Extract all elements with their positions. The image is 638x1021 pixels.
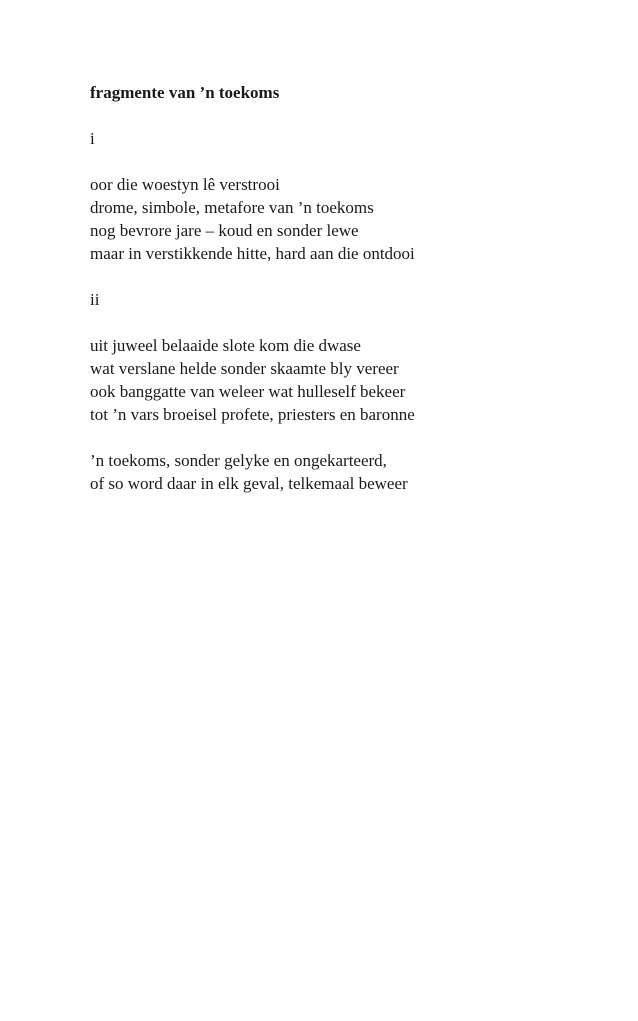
section-ii	[90, 288, 610, 495]
spacer	[90, 426, 610, 449]
poem-line: drome, simbole, metafore van ’n toekoms	[90, 198, 374, 217]
stanza	[90, 173, 610, 265]
spacer	[90, 311, 610, 334]
spacer	[90, 104, 610, 127]
spacer	[90, 150, 610, 173]
poem-line: maar in verstikkende hitte, hard aan die ontdooi	[90, 244, 415, 263]
section-numeral: ii	[90, 290, 100, 309]
poem-line: ook banggatte van weleer wat hulleself bekeer	[90, 382, 406, 401]
stanza	[90, 449, 610, 495]
poem-line: ’n toekoms, sonder gelyke en ongekarteerd,	[90, 451, 387, 470]
poem-line: wat verslane helde sonder skaamte bly vereer	[90, 359, 399, 378]
poem-line: of so word daar in elk geval, telkemaal beweer	[90, 474, 408, 493]
poem-line: nog bevrore jare – koud en sonder lewe	[90, 221, 359, 240]
poem	[90, 81, 610, 495]
poem-line: tot ’n vars broeisel profete, priesters en baronne	[90, 405, 415, 424]
section-numeral: i	[90, 129, 95, 148]
poem-title: fragmente van ’n toekoms	[90, 83, 280, 102]
poem-line: uit juweel belaaide slote kom die dwase	[90, 336, 361, 355]
stanza	[90, 334, 610, 426]
poem-line: oor die woestyn lê verstrooi	[90, 175, 280, 194]
section-i	[90, 127, 610, 265]
spacer	[90, 265, 610, 288]
